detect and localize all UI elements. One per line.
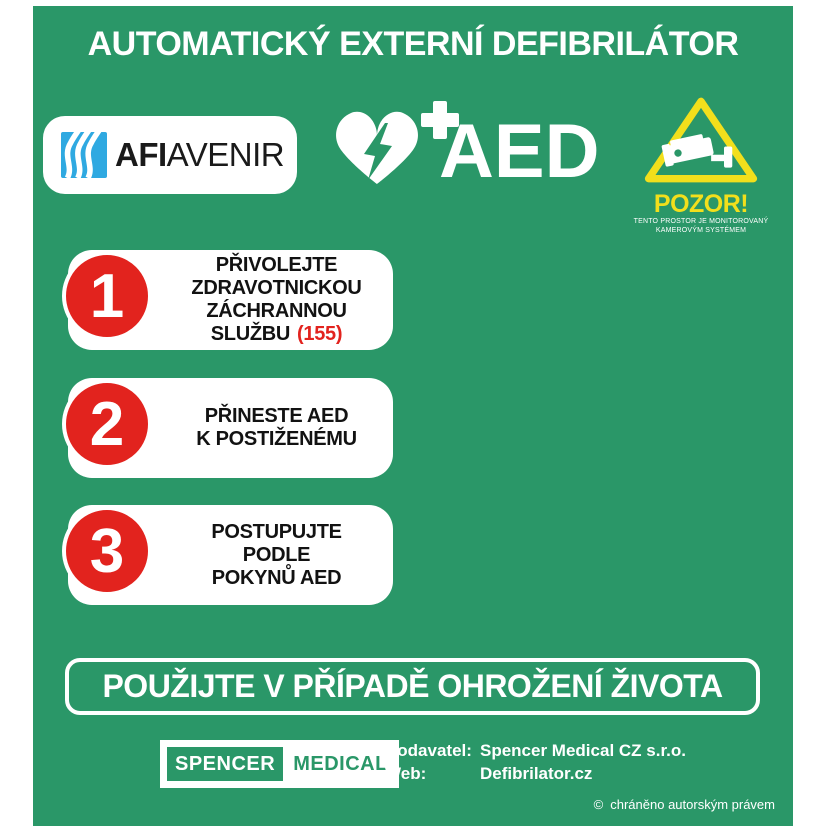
emergency-number: (155) [297, 323, 343, 345]
step-3-line-2: PODLE [242, 543, 311, 566]
step-3-line-1: POSTUPUJTE [211, 520, 342, 543]
web-value: Defibrilator.cz [480, 764, 593, 783]
step-2-instructions [166, 378, 387, 478]
camera-warning-line2: KAMEROVÝM SYSTÉMEM [655, 227, 747, 234]
avenir-wordmark: AVENIR [166, 136, 285, 173]
step-2-number-badge: 2 [62, 379, 152, 469]
sign-title: AUTOMATICKÝ EXTERNÍ DEFIBRILÁTOR [87, 25, 739, 63]
afi-wordmark-bold: AFI [115, 136, 167, 173]
usage-banner: POUŽIJTE V PŘÍPADĚ OHROŽENÍ ŽIVOTA [65, 658, 760, 715]
step-2 [68, 378, 393, 478]
step-1-number-badge: 1 [62, 251, 152, 341]
spencer-logo-left: SPENCER [165, 745, 285, 783]
step-3-number-badge: 3 [62, 506, 152, 596]
supplier-label: Dodavatel: [385, 741, 472, 760]
copyright-notice [594, 797, 775, 812]
step-2-line-2: K POSTIŽENÉMU [196, 428, 357, 450]
step-1 [68, 250, 393, 350]
spencer-medical-logo [160, 740, 399, 788]
cctv-warning-triangle-icon [641, 94, 761, 186]
step-1-line-2: ZDRAVOTNICKOU [191, 277, 362, 299]
camera-warning-block [618, 94, 784, 235]
step-3-line-3: POKYNŮ AED [211, 566, 342, 589]
pozor-label: POZOR! [653, 190, 749, 218]
step-1-line-4-text: SLUŽBU [210, 323, 291, 345]
step-3-instructions [166, 505, 387, 605]
copyright-text: chráněno autorským právem [610, 797, 775, 812]
aed-wordmark: AED [439, 109, 600, 194]
step-3 [68, 505, 393, 605]
spencer-logo-right: MEDICAL [293, 752, 388, 775]
afi-waves-icon [61, 132, 107, 178]
afi-avenir-logo [43, 116, 297, 194]
step-1-line-3: ZÁCHRANNOU [206, 300, 347, 322]
step-1-instructions [166, 250, 387, 350]
step-1-line-4 [166, 323, 387, 346]
green-panel [33, 6, 793, 826]
supplier-info [385, 739, 686, 785]
camera-warning-line1: TENTO PROSTOR JE MONITOROVANÝ [633, 218, 769, 225]
copyright-icon: © [593, 797, 604, 812]
step-2-line-1: PŘINESTE AED [204, 405, 349, 427]
web-label: Web: [385, 764, 427, 783]
supplier-value: Spencer Medical CZ s.r.o. [480, 741, 686, 760]
step-1-line-1: PŘIVOLEJTE [215, 254, 338, 276]
afi-avenir-wordmark [115, 136, 284, 174]
